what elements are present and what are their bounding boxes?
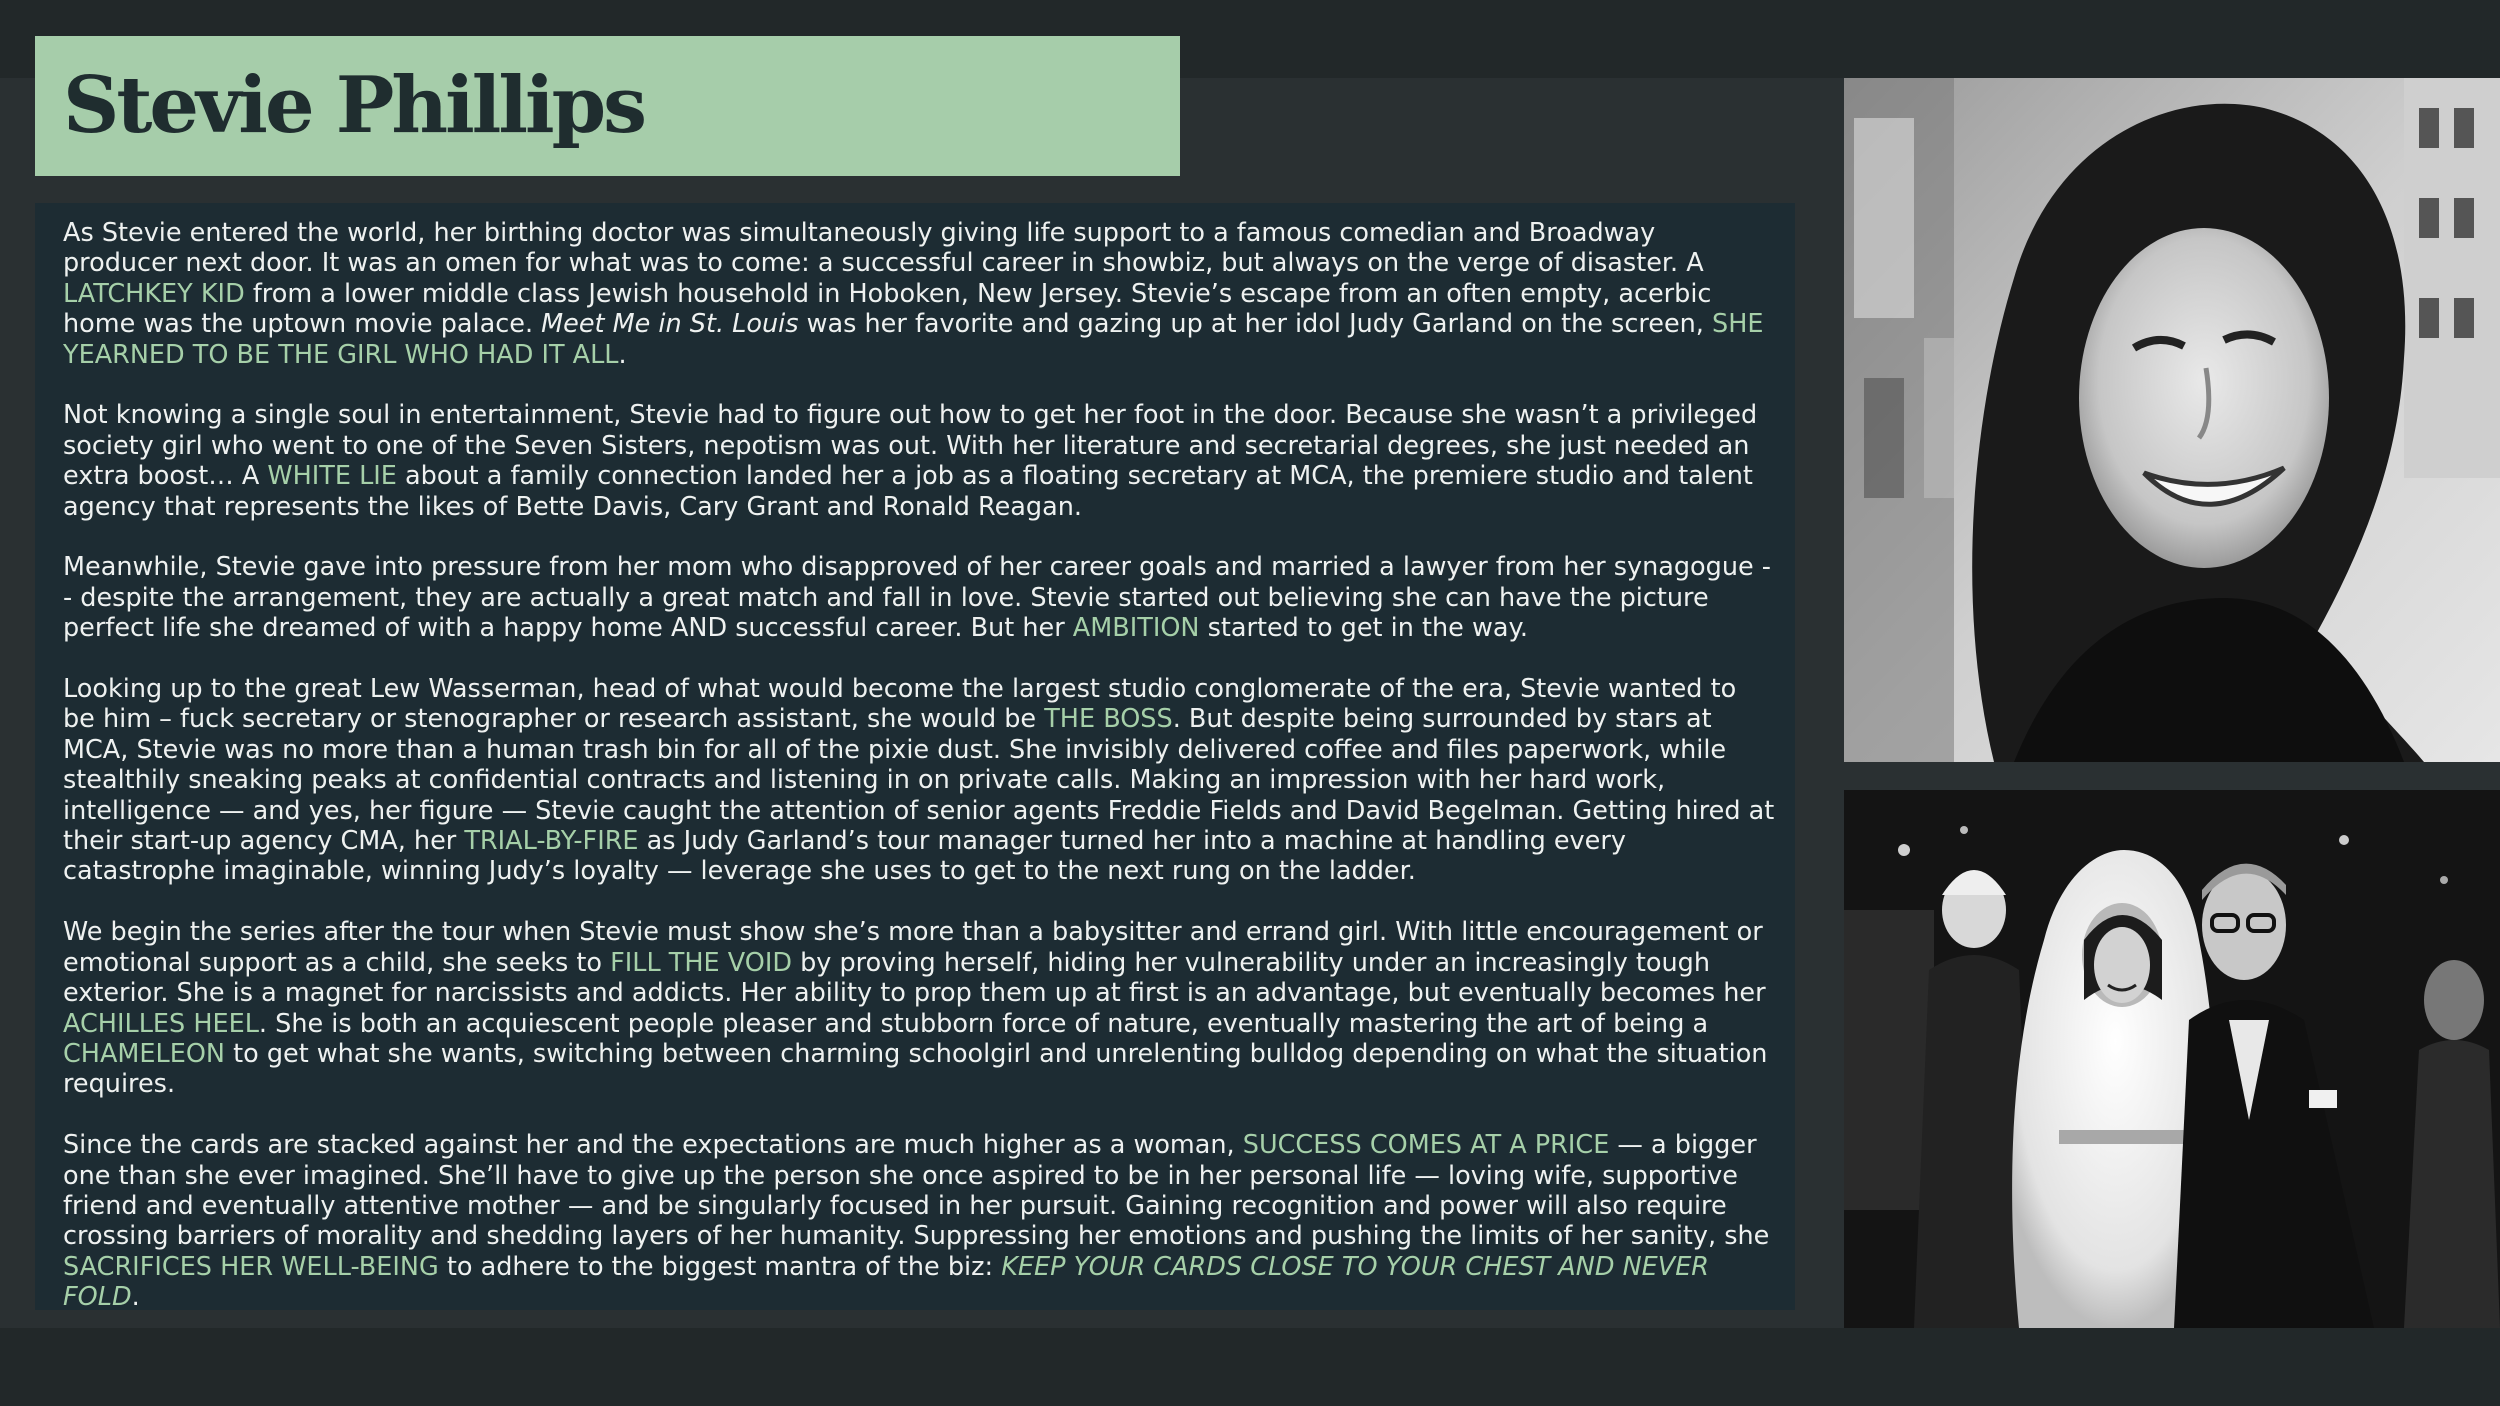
highlighted-phrase: FILL THE VOID — [610, 947, 792, 978]
text-run: from a lower middle class Jewish household in Hoboken, New Jersey. Stevie’s escape from an often empty, acerbic home was the uptown movie palace. — [63, 278, 1712, 340]
text-run: to adhere to the biggest mantra of the biz: — [438, 1251, 1002, 1282]
bio-paragraph — [63, 1130, 1775, 1312]
highlighted-phrase: WHITE LIE — [267, 461, 397, 492]
bio-paragraph — [63, 674, 1775, 887]
highlighted-phrase: SHE YEARNED TO BE THE GIRL WHO HAD IT ALL — [63, 309, 1764, 370]
portrait-photo — [1844, 78, 2500, 762]
text-run: As Stevie entered the world, her birthing doctor was simultaneously giving life support to a famous comedian and Broadway producer next door. It was an omen for what was to come: a successful career in showbiz, but always on the verge of disaster. A — [63, 218, 1704, 279]
text-run: about a family connection landed her a job as a floating secretary at MCA, the premiere studio and talent agency that represents the likes of Bette Davis, Cary Grant and Ronald Reagan. — [63, 461, 1753, 522]
highlighted-phrase: THE BOSS — [1044, 704, 1173, 735]
bio-paragraph — [63, 400, 1775, 522]
text-run: Since the cards are stacked against her and the expectations are much higher as a woman, — [63, 1130, 1243, 1161]
text-run: was her favorite and gazing up at her idol Judy Garland on the screen, — [798, 309, 1713, 340]
text-run: as Judy Garland’s tour manager turned her into a machine at handling every catastrophe imaginable, winning Judy’s loyalty — leverage she uses to get to the next rung on the ladder. — [63, 826, 1626, 887]
text-run: Looking up to the great Lew Wasserman, head of what would become the largest studio conglomerate of the era, Stevie wanted to be him – fuck secretary or stenographer or research assistant, she would be — [63, 674, 1737, 735]
bottom-band — [0, 1328, 2500, 1406]
highlighted-phrase: TRIAL-BY-FIRE — [464, 826, 639, 857]
highlighted-phrase: SUCCESS COMES AT A PRICE — [1242, 1130, 1610, 1161]
text-run: started to get in the way. — [1199, 613, 1529, 644]
bio-paragraph — [63, 552, 1775, 643]
highlighted-phrase: KEEP YOUR CARDS CLOSE TO YOUR CHEST AND NEVER FOLD — [63, 1251, 1710, 1313]
text-run: Meet Me in St. Louis — [541, 309, 799, 340]
event-photo — [1844, 790, 2500, 1328]
bio-paragraph — [63, 917, 1775, 1099]
text-run: . — [618, 339, 627, 370]
text-run: . — [131, 1282, 140, 1313]
text-run: Not knowing a single soul in entertainment, Stevie had to figure out how to get her foot in the door. Because she wasn’t a privileged society girl who went to one of the Seven Sisters, nepotism was out. With her literature and secretarial degrees, she just needed an extra boost… A — [63, 400, 1758, 492]
highlighted-phrase: SACRIFICES HER WELL-BEING — [63, 1251, 439, 1282]
highlighted-phrase: ACHILLES HEEL — [63, 1008, 259, 1039]
text-run: Meanwhile, Stevie gave into pressure from her mom who disapproved of her career goals and married a lawyer from her synagogue -- despite the arrangement, they are actually a great match and fall in love. Stevie started out believing she can have the picture perfect life she dreamed of with a happy home AND successful career. But her — [63, 552, 1771, 644]
title-banner — [35, 36, 1180, 176]
text-run: We begin the series after the tour when Stevie must show she’s more than a babysitter and errand girl. With little encouragement or emotional support as a child, she seeks to — [63, 917, 1763, 978]
bio-text-panel — [35, 203, 1795, 1313]
bio-paragraph — [63, 218, 1775, 370]
highlighted-phrase: AMBITION — [1072, 613, 1200, 644]
highlighted-phrase: CHAMELEON — [63, 1038, 226, 1069]
text-run: — a bigger one than she ever imagined. She’ll have to give up the person she once aspired to be in her personal life — loving wife, supportive friend and eventually attentive mother — and be singularly focused in her pursuit. Gaining recognition and power will also require crossing barriers of morality and shedding layers of her humanity. Suppressing her emotions and pushing the limits of her sanity, she — [63, 1130, 1770, 1252]
text-run: to get what she wants, switching between charming schoolgirl and unrelenting bulldog depending on what the situation requires. — [63, 1038, 1768, 1100]
text-run: . But despite being surrounded by stars at MCA, Stevie was no more than a human trash bin for all of the pixie dust. She invisibly delivered coffee and files paperwork, while stealthily sneaking peaks at confidential contracts and listening in on private calls. Making an impression with her hard work, intelligence — and yes, her figure — Stevie caught the attention of senior agents Freddie Fields and David Begelman. Getting hired at their start-up agency CMA, her — [63, 704, 1775, 857]
text-run: by proving herself, hiding her vulnerability under an increasingly tough exterior. She is a magnet for narcissists and addicts. Her ability to prop them up at first is an advantage, but eventually becomes her — [63, 947, 1766, 1009]
highlighted-phrase: LATCHKEY KID — [63, 278, 245, 309]
text-run: . She is both an acquiescent people pleaser and stubborn force of nature, eventually mastering the art of being a — [258, 1008, 1709, 1039]
page-title: Stevie Phillips — [63, 60, 645, 151]
